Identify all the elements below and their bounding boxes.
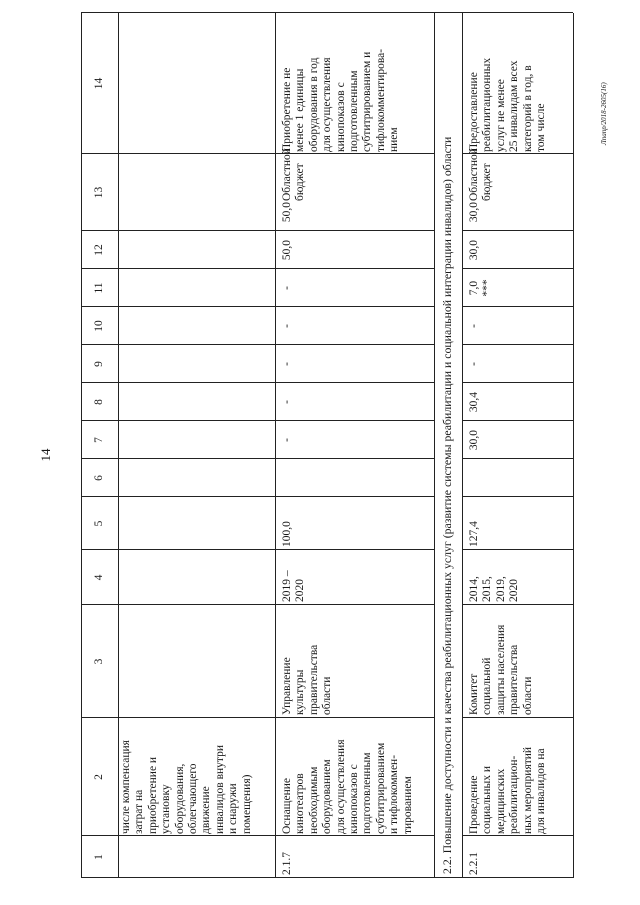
cell-value: - — [281, 438, 293, 442]
col-divider — [81, 420, 434, 421]
cell-total: 127,4 — [468, 521, 480, 547]
cell-activity: Проведение социальных и медицинских реабилитацион- ных мероприятий для инвалидов на — [468, 746, 548, 834]
row-divider — [275, 13, 276, 878]
col-divider — [81, 344, 434, 345]
cell-value: - — [468, 324, 480, 328]
table-border-bottom — [573, 13, 574, 878]
col-divider — [81, 230, 434, 231]
cell-funding-source: Областной бюджет — [468, 148, 494, 201]
col-divider — [81, 382, 434, 383]
cell-value: 7,0 *** — [468, 279, 494, 297]
cell-executor: Управление культуры правительства области — [281, 644, 334, 715]
col-header: 1 — [93, 854, 105, 860]
cell-value: 30,4 — [468, 391, 480, 413]
cell-value: - — [281, 400, 293, 404]
cell-value: - — [468, 362, 480, 366]
col-header: 13 — [93, 186, 105, 199]
col-header: 9 — [93, 361, 105, 367]
row-divider — [434, 13, 435, 878]
cell-value: - — [281, 286, 293, 290]
cell-total: 100,0 — [281, 521, 293, 547]
cell-value: 50,0 — [281, 239, 293, 261]
cell-item-number: 2.2.1 — [468, 852, 480, 875]
cell-executor: Комитет социальной защиты населения правительства области — [468, 624, 534, 715]
cell-expected-result: Приобретение не менее 1 единицы оборудования в год для осуществления кинопоказов с подготовленным субтитрированием и тифлокомментирова- нием — [281, 48, 401, 152]
header-row-divider — [118, 13, 119, 878]
cell-funding-source: Областной бюджет — [281, 148, 307, 201]
table-border-left — [81, 877, 573, 878]
col-header: 11 — [93, 282, 105, 294]
col-divider — [81, 306, 434, 307]
col-divider — [81, 458, 434, 459]
col-divider — [81, 153, 434, 154]
col-divider — [81, 268, 434, 269]
footer-code: Лпапр/2018-2605(16) — [600, 82, 608, 145]
cell-value: 30,0 — [468, 239, 480, 261]
cell-value: 50,0 — [281, 201, 293, 223]
col-header: 7 — [93, 437, 105, 443]
cell-activity-continuation: числе компенсация затрат на приобретение и установку оборудования, облегчающего движение инвалидов внутри и снаружи помещения) — [120, 740, 253, 834]
col-header: 2 — [93, 774, 105, 780]
cell-activity: Оснащение кинотеатров необходимым оборудованием для осуществления кинопоказов с подготовленным субтитрированием и тифлокоммен- тированием — [281, 739, 414, 834]
col-divider — [81, 835, 434, 836]
col-header: 8 — [93, 399, 105, 405]
cell-value: - — [281, 362, 293, 366]
cell-expected-result: Предоставление реабилитационных услуг не менее 25 инвалидам всех категорий в год, в том числе — [468, 57, 548, 152]
page-number: 14 — [38, 448, 53, 462]
col-divider — [81, 549, 434, 550]
col-divider — [81, 496, 434, 497]
section-divider — [462, 13, 463, 878]
cell-value: 30,0 — [468, 429, 480, 451]
table-border-top — [81, 13, 82, 878]
cell-item-number: 2.1.7 — [281, 852, 293, 875]
col-header: 10 — [93, 320, 105, 332]
section-title: 2.2. Повышение доступности и качества реабилитационных услуг (развитие системы реабилитации и социальной интеграции инвалидов) области — [440, 136, 454, 874]
col-header: 4 — [93, 574, 105, 581]
cell-period: 2014, 2015, 2019, 2020 — [468, 576, 521, 602]
col-header: 3 — [93, 658, 105, 665]
col-divider — [81, 604, 434, 605]
col-header: 6 — [93, 475, 105, 481]
col-header: 5 — [93, 520, 105, 527]
col-divider — [462, 835, 573, 836]
col-header: 14 — [93, 77, 105, 90]
cell-value: 30,0 — [468, 201, 480, 223]
cell-period: 2019 – 2020 — [281, 570, 307, 602]
cell-value: - — [281, 324, 293, 328]
col-header: 12 — [93, 244, 105, 256]
